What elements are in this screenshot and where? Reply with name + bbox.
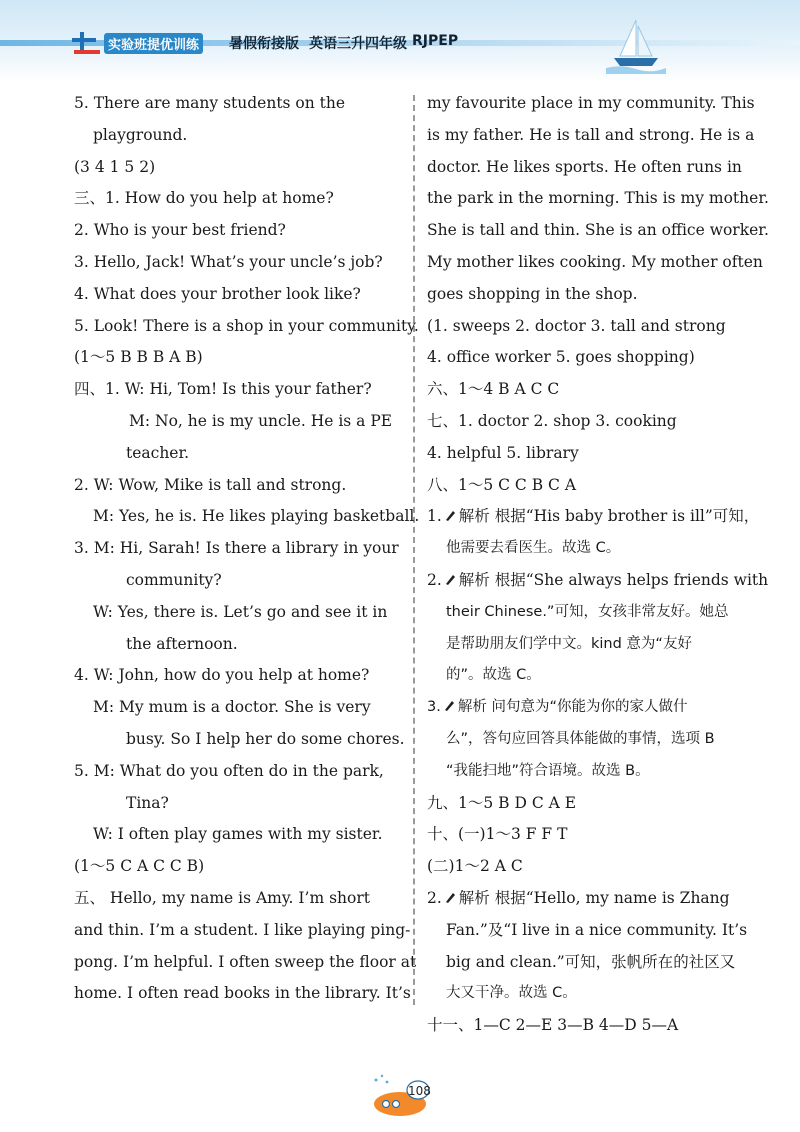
answer-line: 5. There are many students on the [74,94,346,112]
answer-line: home. I often read books in the library. It’s [74,984,411,1003]
column-divider [413,95,415,1005]
answer-line: teacher. [126,443,190,462]
answer-line: community? [126,570,222,589]
explanation-text: 解析 根据“Hello, my name is Zhang [458,888,730,907]
explanation-line: 他需要去看医生。故选 C。 [446,540,621,557]
answer-line: 五、 Hello, my name is Amy. I’m short [74,888,370,907]
explanation-pen-icon [444,891,457,904]
answer-line: 十一、1—C 2—E 3—B 4—D 5—A [427,1016,679,1035]
right-column [427,88,767,1042]
answer-line: and thin. I’m a student. I like playing ping- [74,920,411,939]
answer-line: doctor. He likes sports. He often runs in [427,157,742,176]
page-header [0,0,800,82]
answer-line: 5. Look! There is a shop in your community. [74,316,419,335]
answer-line: (二)1～2 A C [427,857,523,876]
explanation-text: 解析 根据“His baby brother is ill”可知， [458,507,760,526]
explanation-line: 大又干净。故选 C。 [446,985,577,1002]
answer-line: My mother likes cooking. My mother often [427,252,763,271]
explanation-line: Fan.”及“I live in a nice community. It’s [446,920,748,939]
explanation-line: big and clean.”可知，张帆所在的社区又 [446,952,736,971]
explanation-line: 的”。故选 C。 [446,667,541,684]
answer-line: M: Yes, he is. He likes playing basketball. [93,507,420,526]
answer-line: (1～5 B B B A B) [74,348,203,367]
item-number: 3. [427,699,441,716]
answer-line: M: My mum is a doctor. She is very [93,698,371,717]
item-number: 2. [427,888,442,907]
answer-line: pong. I’m helpful. I often sweep the floor at [74,952,417,971]
answer-line: 4. W: John, how do you help at home? [74,666,370,685]
explanation-text: 解析 问句意为“你能为你的家人做什 [457,699,688,716]
answer-line: the afternoon. [126,634,238,653]
answer-line: 3. M: Hi, Sarah! Is there a library in your [74,539,399,558]
answer-line: 八、1～5 C C B C A [427,475,577,494]
answer-line: (1～5 C A C C B) [74,857,205,876]
answer-line: 4. helpful 5. library [427,443,579,462]
explanation-pen-icon [444,573,457,586]
edition-code: RJPEP [412,33,459,49]
explanation-pen-icon [444,509,457,522]
explanation-line [427,565,767,597]
explanation-line: their Chinese.”可知，女孩非常友好。她总 [446,603,729,620]
answer-line: 十、(一)1～3 F F T [427,825,568,844]
left-column [74,88,420,1010]
explanation-line [427,883,767,915]
explanation-line [427,692,767,724]
answer-line: playground. [93,125,188,144]
answer-line: is my father. He is tall and strong. He is a [427,125,755,144]
explanation-line [427,501,767,533]
answer-line: busy. So I help her do some chores. [126,729,405,748]
answer-line: the park in the morning. This is my mother. [427,189,769,208]
explanation-pen-icon [443,699,456,712]
item-number: 1. [427,507,442,526]
answer-line: 4. What does your brother look like? [74,284,361,303]
answer-line: (1. sweeps 2. doctor 3. tall and strong [427,316,726,335]
sailboat-icon [606,14,666,74]
answer-line: She is tall and thin. She is an office worker. [427,221,769,240]
answer-line: 九、1～5 B D C A E [427,793,577,812]
answer-line: Tina? [126,793,169,812]
edition-label: 暑假衔接版 [229,36,299,52]
series-logo [70,28,106,58]
page-number: 108 [408,1084,431,1098]
answer-line: M: No, he is my uncle. He is a PE [129,411,393,430]
answer-line: 三、1. How do you help at home? [74,189,334,208]
answer-line: 七、1. doctor 2. shop 3. cooking [427,411,677,430]
answer-line: 四、1. W: Hi, Tom! Is this your father? [74,380,372,399]
explanation-text: 解析 根据“She always helps friends with [458,570,769,589]
answer-line: 5. M: What do you often do in the park, [74,761,384,780]
explanation-line: “我能扫地”符合语境。故选 B。 [446,762,650,779]
answer-line: 3. Hello, Jack! What’s your uncle’s job? [74,252,383,271]
explanation-line: 么”，答句应回答具体能做的事情，选项 B [446,730,715,747]
answer-line: 六、1～4 B A C C [427,380,560,399]
answer-line: 2. W: Wow, Mike is tall and strong. [74,475,347,494]
answer-line: goes shopping in the shop. [427,284,638,303]
series-title: 实验班提优训练 [104,33,203,54]
answer-line: (3 4 1 5 2) [74,157,156,176]
answer-line: W: I often play games with my sister. [93,825,383,844]
answer-line: 2. Who is your best friend? [74,221,286,240]
item-number: 2. [427,570,442,589]
answer-line: W: Yes, there is. Let’s go and see it in [93,602,388,621]
grade-label: 英语三升四年级 [309,36,407,52]
explanation-line: 是帮助朋友们学中文。kind 意为“友好 [446,635,692,652]
answer-line: 4. office worker 5. goes shopping) [427,348,695,367]
answer-line: my favourite place in my community. This [427,94,755,112]
